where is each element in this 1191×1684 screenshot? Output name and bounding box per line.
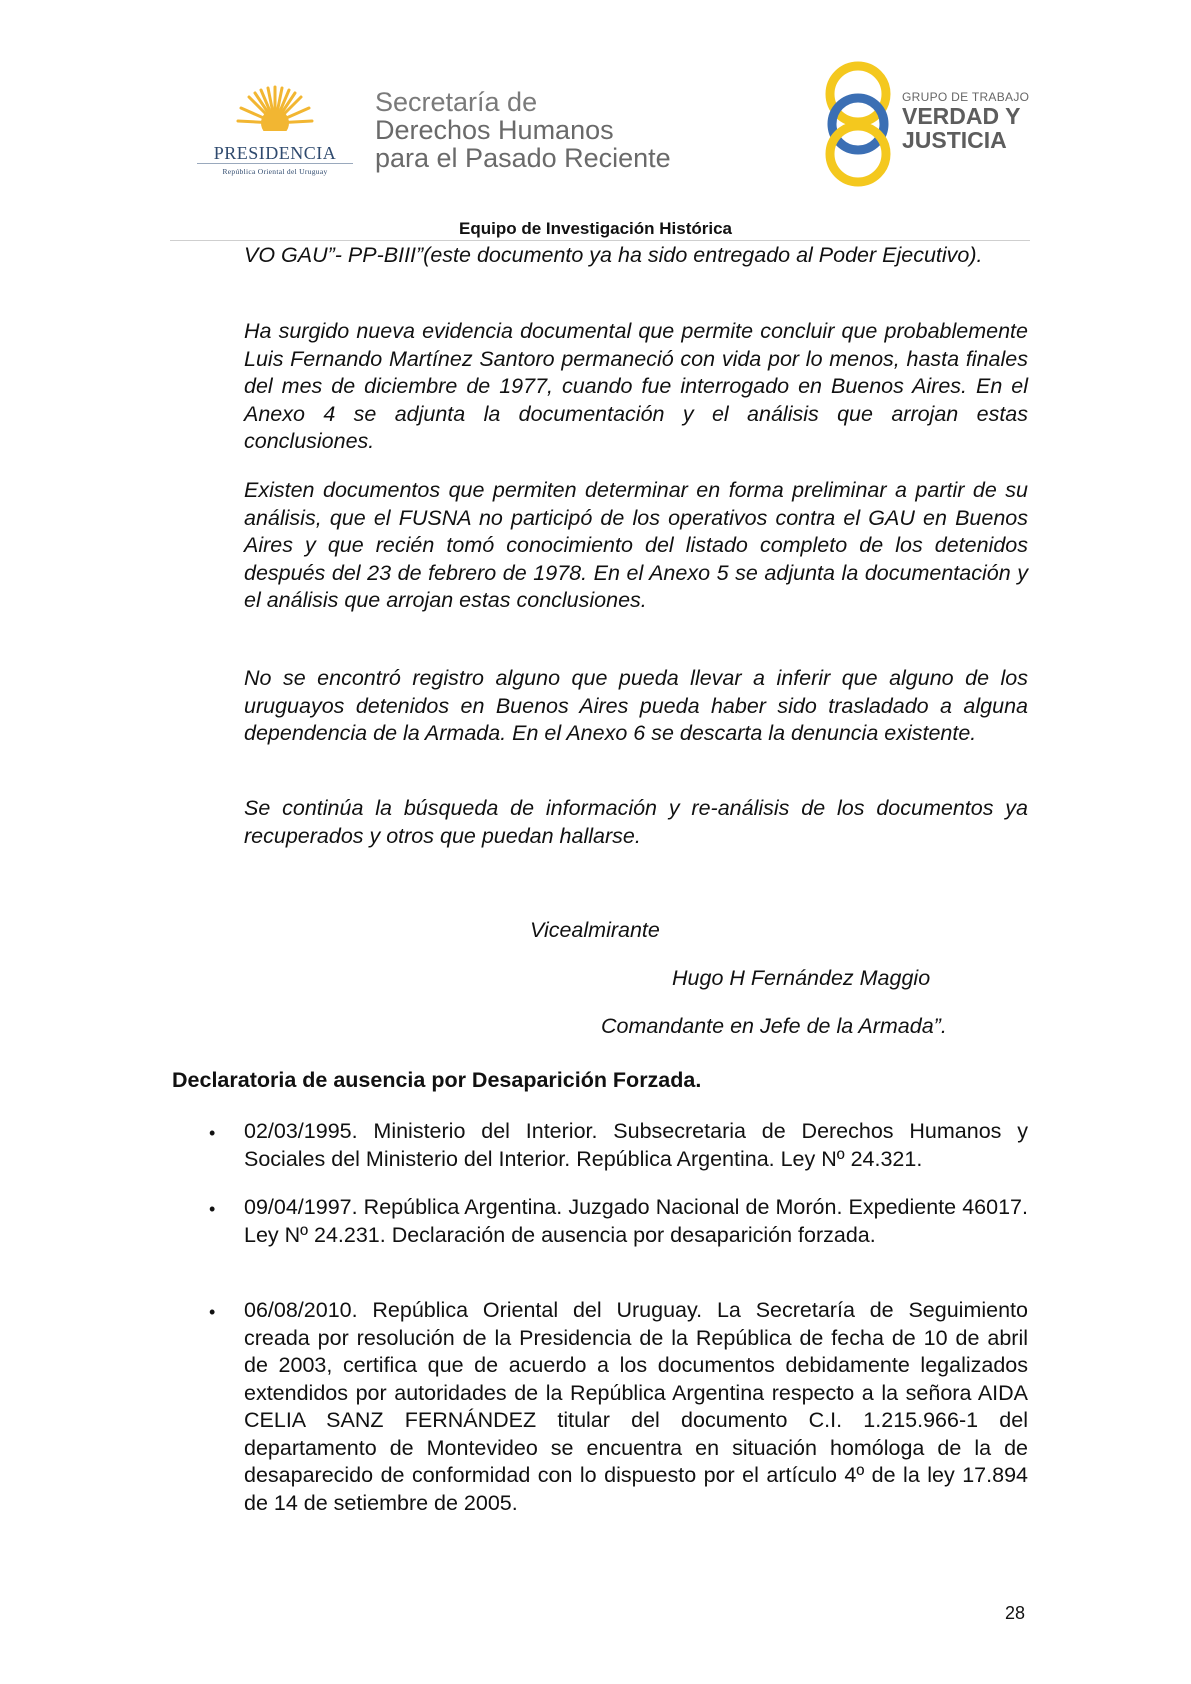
section-title: Declaratoria de ausencia por Desaparición Forzada.	[172, 1068, 702, 1092]
secretaria-line-2: Derechos Humanos	[375, 115, 614, 145]
bullet-icon: •	[209, 1302, 216, 1322]
list-item: 06/08/2010. República Oriental del Uruguay. La Secretaría de Seguimiento creada por resolución de la Presidencia de la República de fecha de 10 de abril de 2003, certifica que de acuerdo a los documentos debidamente legalizados extendidos por autoridades de la República Argentina respecto a la señora AIDA CELIA SANZ FERNÁNDEZ titular del documento C.I. 1.215.966-1 del departamento de Montevideo se encuentra en situación homóloga de la de desaparecido de conformidad con lo dispuesto por el artículo 4º de la ley 17.894 de 14 de setiembre de 2005.	[244, 1298, 1028, 1515]
gtvj-line-3: JUSTICIA	[902, 127, 1007, 153]
page-number: 28	[1005, 1603, 1026, 1623]
presidencia-logo	[195, 75, 355, 180]
gtvj-line-1: GRUPO DE TRABAJO	[902, 90, 1030, 104]
header-divider	[170, 240, 1030, 241]
team-title: Equipo de Investigación Histórica	[459, 219, 732, 238]
signature-name: Hugo H Fernández Maggio	[672, 966, 931, 990]
bullet-icon: •	[209, 1199, 216, 1219]
signature-rank: Vicealmirante	[530, 918, 660, 942]
paragraph-3: Existen documentos que permiten determinar en forma preliminar a partir de su análisis, que el FUSNA no participó de los operativos contra el GAU en Buenos Aires y que recién tomó conocimiento del listado completo de los detenidos después del 23 de febrero de 1978. En el Anexo 5 se adjunta la documentación y el análisis que arrojan estas conclusiones.	[244, 478, 1028, 612]
presidencia-subtitle: República Oriental del Uruguay	[222, 167, 328, 176]
bullet-icon: •	[209, 1123, 216, 1143]
list-item: 09/04/1997. República Argentina. Juzgado Nacional de Morón. Expediente 46017. Ley Nº 24.231. Declaración de ausencia por desaparición forzada.	[244, 1195, 1028, 1247]
paragraph-2: Ha surgido nueva evidencia documental que permite concluir que probablemente Luis Fernando Martínez Santoro permaneció con vida por lo menos, hasta finales del mes de diciembre de 1977, cuando fue interrogado en Buenos Aires. En el Anexo 4 se adjunta la documentación y el análisis que arrojan estas conclusiones.	[244, 319, 1028, 453]
paragraph-1: VO GAU”- PP-BIII”(este documento ya ha sido entregado al Poder Ejecutivo).	[244, 243, 983, 267]
secretaria-line-3: para el Pasado Reciente	[375, 143, 671, 173]
list-item: 02/03/1995. Ministerio del Interior. Subsecretaria de Derechos Humanos y Sociales del Ministerio del Interior. República Argentina. Ley Nº 24.321.	[244, 1119, 1028, 1171]
paragraph-5: Se continúa la búsqueda de información y re-análisis de los documentos ya recuperados y otros que puedan hallarse.	[244, 796, 1028, 848]
presidencia-title: PRESIDENCIA	[213, 143, 337, 163]
verdad-justicia-text	[902, 90, 1029, 152]
sun-emblem-icon	[235, 83, 315, 143]
secretaria-title	[375, 88, 671, 172]
secretaria-line-1: Secretaría de	[375, 87, 538, 117]
signature-position: Comandante en Jefe de la Armada”.	[601, 1014, 947, 1038]
gtvj-line-2: VERDAD Y	[902, 103, 1021, 129]
paragraph-4: No se encontró registro alguno que pueda llevar a inferir que alguno de los uruguayos detenidos en Buenos Aires pueda haber sido trasladado a alguna dependencia de la Armada. En el Anexo 6 se descarta la denuncia existente.	[244, 666, 1028, 745]
